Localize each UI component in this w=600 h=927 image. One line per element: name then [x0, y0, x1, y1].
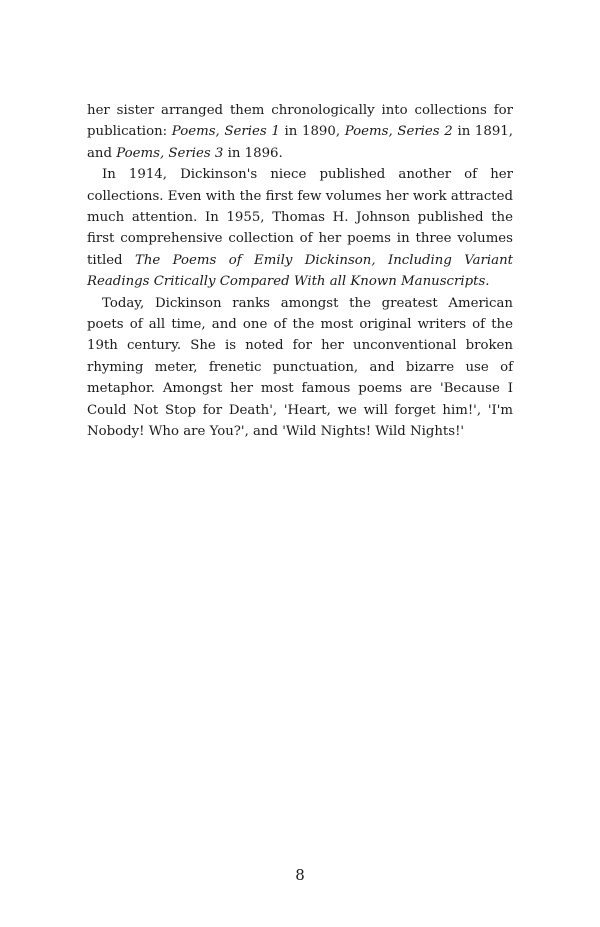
paragraph-publication-history	[87, 100, 513, 164]
page-body	[87, 100, 513, 443]
paragraph-later-collections	[87, 164, 513, 292]
text-segment: in 1890,	[279, 124, 345, 140]
book-title-poems-series-1: Poems, Series 1	[171, 124, 280, 140]
text-segment: In 1914, Dickinson's niece published another of her collections. Even with the first few volumes her work attracted much attention. In 1955, Thomas H. Johnson published the first comprehensive collection of her poems in three volumes titled	[87, 167, 513, 268]
book-title-poems-series-3: Poems, Series 3	[116, 145, 224, 161]
paragraph-legacy	[87, 293, 513, 443]
page-number: 8	[295, 866, 305, 884]
text-segment: in 1896.	[223, 145, 283, 161]
book-title-poems-series-2: Poems, Series 2	[344, 124, 453, 140]
text-segment: in 1891, and	[87, 124, 513, 161]
text-segment: Today, Dickinson ranks amongst the greatest American poets of all time, and one of the most original writers of the 19th century. She is noted for her unconventional broken rhyming meter, frenetic punctuation, and bizarre use of metaphor. Amongst her most famous poems are 'Because I Could Not Stop for Death', 'Heart, we will forget him!', 'I'm Nobody! Who are You?', and 'Wild Nights! Wild Nights!'	[87, 295, 513, 440]
text-segment: her sister arranged them chronologically into collections for publication:	[87, 103, 513, 140]
book-title-johnson-edition: The Poems of Emily Dickinson, Including Variant Readings Critically Compared With all Known Manuscripts.	[87, 252, 513, 290]
